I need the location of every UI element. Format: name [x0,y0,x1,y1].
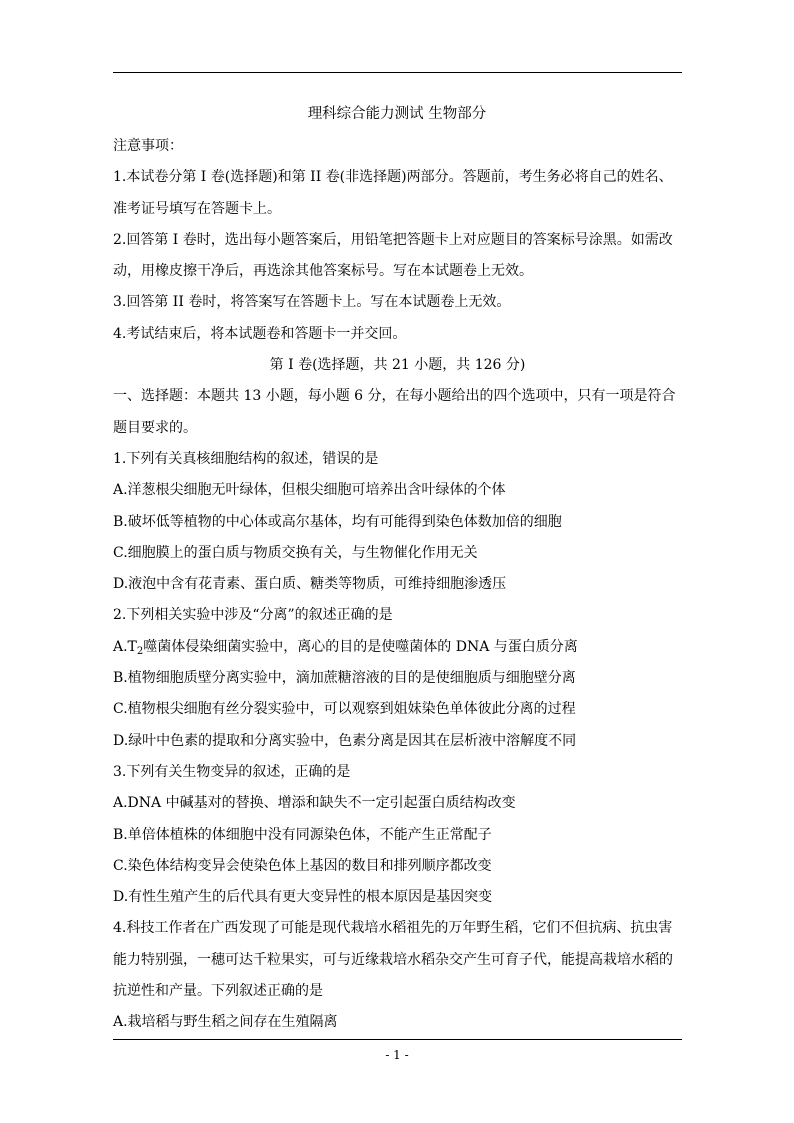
question-option: A.栽培稻与野生稻之间存在生殖隔离 [113,1014,338,1031]
question-option: B.植物细胞质壁分离实验中，滴加蔗糖溶液的目的是使细胞质与细胞壁分离 [113,670,576,687]
question-stem: 2.下列相关实验中涉及“分离”的叙述正确的是 [113,607,393,624]
section-title: 第 I 卷(选择题，共 21 小题，共 126 分) [269,357,526,374]
part-intro: 一、选择题：本题共 13 小题，每小题 6 分，在每小题给出的四个选项中，只有一项是符合题目要求的。 [113,388,676,436]
question-option: D.有性生殖产生的后代具有更大变异性的根本原因是基因突变 [113,889,493,906]
notice-item: 2.回答第 I 卷时，选出每小题答案后，用铅笔把答题卡上对应题目的答案标号涂黑。如需改动，用橡皮擦干净后，再选涂其他答案标号。写在本试题卷上无效。 [113,231,673,280]
question-option: A.洋葱根尖细胞无叶绿体，但根尖细胞可培养出含叶绿体的个体 [113,482,506,499]
question-option [113,632,682,663]
question-option: C.细胞膜上的蛋白质与物质交换有关，与生物催化作用无关 [113,544,478,561]
question-option: B.单倍体植株的体细胞中没有同源染色体，不能产生正常配子 [113,826,492,843]
question-option: B.破坏低等植物的中心体或高尔基体，均有可能得到染色体数加倍的细胞 [113,513,562,530]
notice-item: 1.本试卷分第 I 卷(选择题)和第 II 卷(非选择题)两部分。答题前，考生务必将自己的姓名、准考证号填写在答题卡上。 [113,169,673,217]
option-prefix: A.T [113,638,137,655]
notice-item: 4.考试结束后，将本试题卷和答题卡一并交回。 [113,325,407,342]
question-stem: 4.科技工作者在广西发现了可能是现代栽培水稻祖先的万年野生稻，它们不但抗病、抗虫害能力特别强，一穗可达千粒果实，可与近缘栽培水稻杂交产生可育子代，能提高栽培水稻的抗逆性和产量。下列叙述正确的是 [113,920,673,1000]
question-option: A.DNA 中碱基对的替换、增添和缺失不一定引起蛋白质结构改变 [113,795,516,812]
question-option: C.染色体结构变异会使染色体上基因的数目和排列顺序都改变 [113,857,492,874]
option-text: 噬菌体侵染细菌实验中，离心的目的是使噬菌体的 DNA 与蛋白质分离 [143,638,578,655]
page-title: 理科综合能力测试 生物部分 [307,106,487,122]
notice-item: 3.回答第 II 卷时，将答案写在答题卡上。写在本试题卷上无效。 [113,294,511,311]
header-rule [113,72,682,73]
notice-heading: 注意事项： [113,138,183,154]
question-option: D.液泡中含有花青素、蛋白质、糖类等物质，可维持细胞渗透压 [113,576,507,593]
question-stem: 3.下列有关生物变异的叙述，正确的是 [113,763,351,780]
question-option: C.植物根尖细胞有丝分裂实验中，可以观察到姐妹染色单体彼此分离的过程 [113,701,576,718]
footer-rule [113,1039,682,1040]
question-stem: 1.下列有关真核细胞结构的叙述，错误的是 [113,450,379,467]
page-number: - 1 - [385,1048,409,1062]
document-body [113,131,682,1039]
question-option: D.绿叶中色素的提取和分离实验中，色素分离是因其在层析液中溶解度不同 [113,732,577,749]
subscript: 2 [136,645,144,657]
